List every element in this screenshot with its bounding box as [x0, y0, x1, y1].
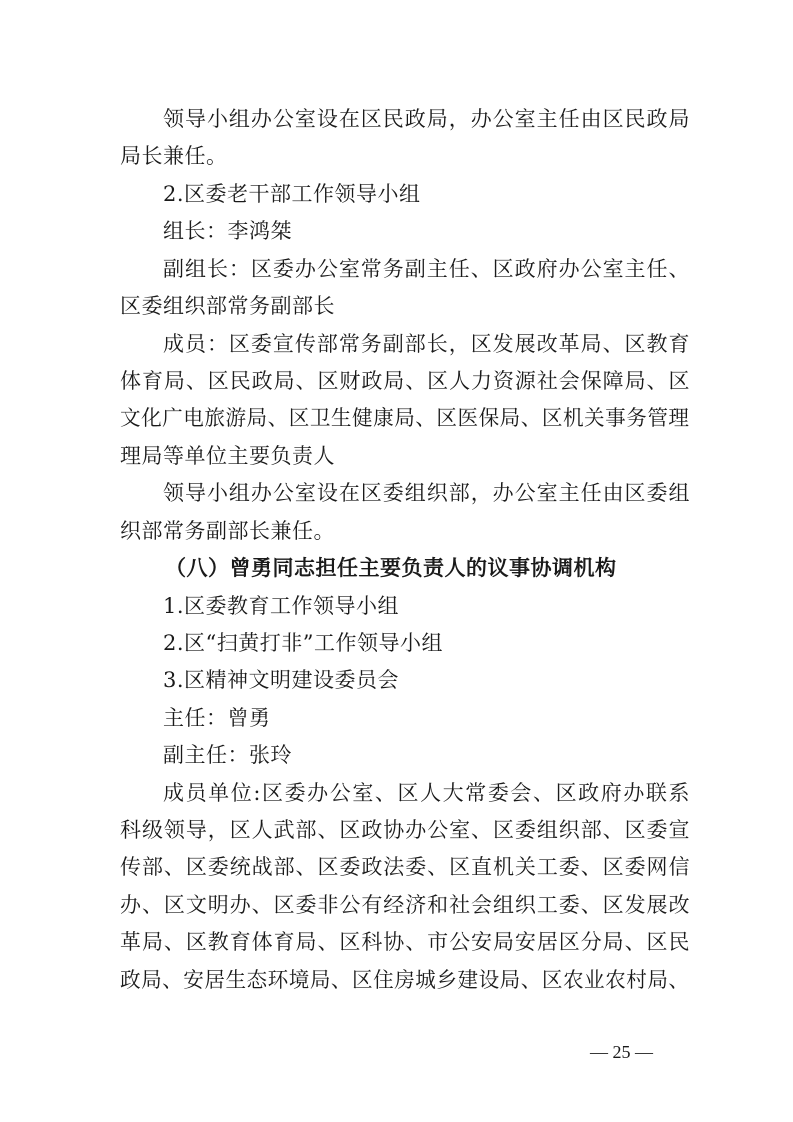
- paragraph-line: 成员：区委宣传部常务副部长，区发展改革局、区教育: [163, 332, 690, 356]
- item-heading: 2.区“扫黄打非”工作领导小组: [163, 631, 444, 655]
- paragraph-line: 体育局、区民政局、区财政局、区人力资源社会保障局、区: [120, 369, 690, 393]
- paragraph-line: 理局等单位主要负责人: [120, 444, 335, 468]
- paragraph-line: 办、区文明办、区委非公有经济和社会组织工委、区发展改: [120, 893, 690, 917]
- paragraph-line: 科级领导，区人武部、区政协办公室、区委组织部、区委宣: [120, 818, 690, 842]
- item-heading: 1.区委教育工作领导小组: [163, 594, 400, 618]
- paragraph-line: 副组长：区委办公室常务副主任、区政府办公室主任、: [163, 257, 690, 281]
- item-heading: 3.区精神文明建设委员会: [163, 668, 400, 692]
- paragraph-line: 局长兼任。: [120, 144, 228, 168]
- paragraph-line: 文化广电旅游局、区卫生健康局、区医保局、区机关事务管理: [120, 406, 690, 430]
- paragraph-line: 领导小组办公室设在区委组织部，办公室主任由区委组: [163, 481, 690, 505]
- paragraph-line: 主任：曾勇: [163, 706, 271, 730]
- paragraph-line: 政局、安居生态环境局、区住房城乡建设局、区农业农村局、: [120, 968, 690, 992]
- paragraph-line: 传部、区委统战部、区委政法委、区直机关工委、区委网信: [120, 855, 690, 879]
- paragraph-line: 区委组织部常务副部长: [120, 294, 335, 318]
- paragraph-line: 革局、区教育体育局、区科协、市公安局安居区分局、区民: [120, 930, 690, 954]
- item-heading: 2.区委老干部工作领导小组: [163, 182, 421, 206]
- paragraph-line: 领导小组办公室设在区民政局，办公室主任由区民政局: [163, 107, 690, 131]
- section-heading: （八）曾勇同志担任主要负责人的议事协调机构: [165, 555, 617, 580]
- paragraph-line: 组长：李鸿桀: [163, 219, 292, 243]
- paragraph-line: 织部常务副部长兼任。: [120, 519, 335, 543]
- paragraph-line: 成员单位:区委办公室、区人大常委会、区政府办联系: [163, 781, 690, 805]
- paragraph-line: 副主任：张玲: [163, 743, 292, 767]
- page-number: — 25 —: [590, 1042, 653, 1062]
